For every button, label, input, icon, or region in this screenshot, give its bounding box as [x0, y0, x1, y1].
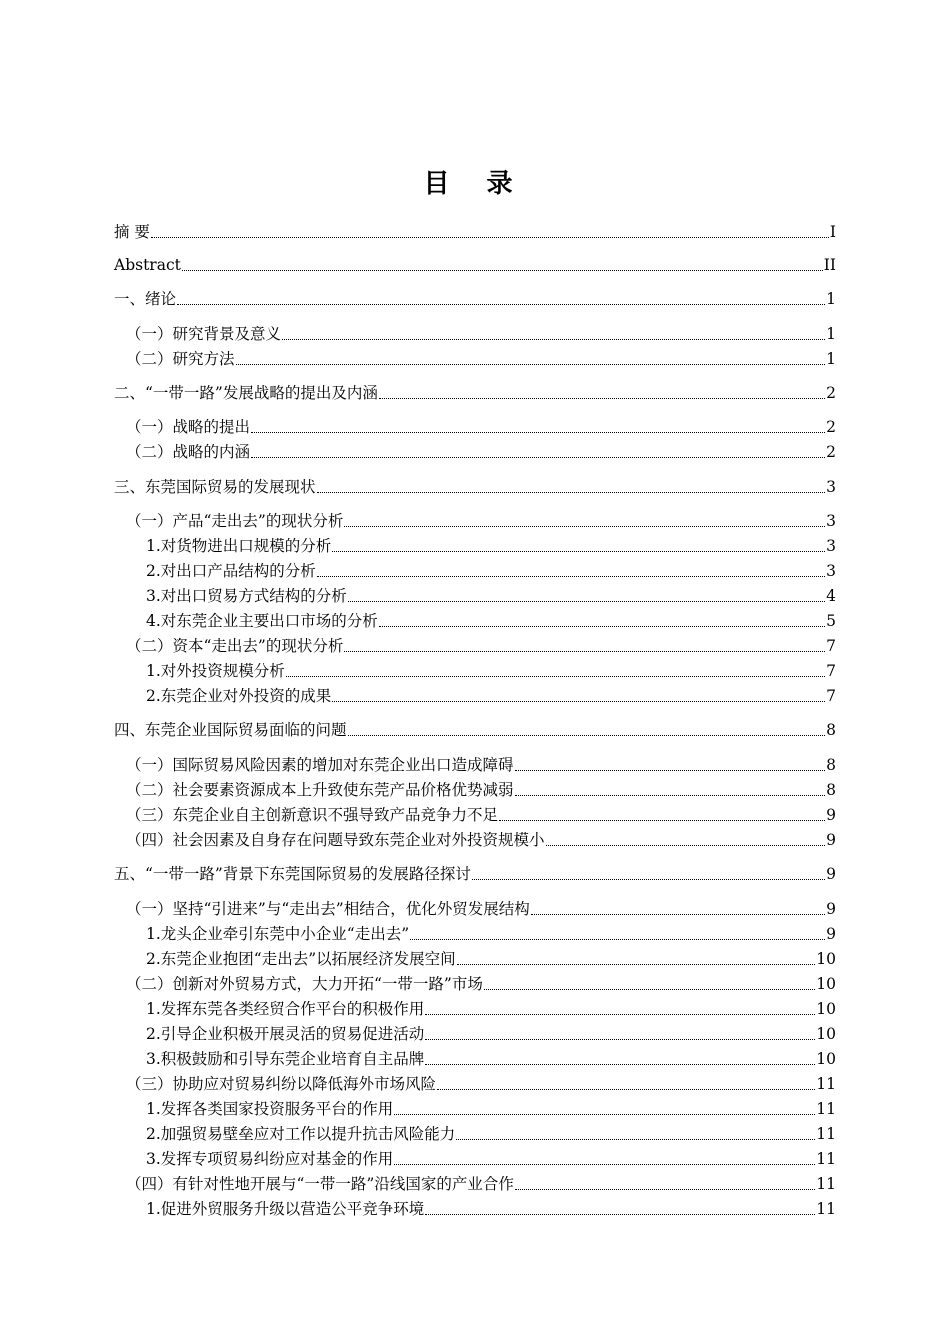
- dot-leader: [151, 237, 829, 238]
- dot-leader: [457, 964, 816, 965]
- dot-leader: [456, 1139, 815, 1140]
- toc-entry-page-number: 3: [826, 512, 836, 530]
- dot-leader: [515, 795, 826, 796]
- dot-leader: [394, 1114, 815, 1115]
- toc-entry[interactable]: [126, 778, 836, 802]
- toc-entry-title: （一）坚持“引进来”与“走出去”相结合，优化外贸发展结构: [126, 900, 530, 918]
- toc-entry[interactable]: [114, 862, 836, 886]
- dot-leader: [348, 735, 826, 736]
- toc-entry-title: （一）国际贸易风险因素的增加对东莞企业出口造成障碍: [126, 756, 514, 774]
- toc-entry-page-number: 7: [826, 637, 836, 655]
- toc-entry-title: Abstract: [114, 256, 181, 274]
- toc-entry-page-number: I: [829, 223, 836, 241]
- toc-entry-title: （四）有针对性地开展与“一带一路”沿线国家的产业合作: [126, 1175, 514, 1193]
- toc-entry-title: （一）产品“走出去”的现状分析: [126, 512, 344, 530]
- toc-entry[interactable]: [146, 1147, 836, 1171]
- toc-entry[interactable]: [114, 220, 836, 244]
- dot-leader: [472, 879, 825, 880]
- toc-entry-page-number: 9: [826, 925, 836, 943]
- toc-entry-title: 2.东莞企业抱团“走出去”以拓展经济发展空间: [146, 950, 456, 968]
- dot-leader: [379, 626, 825, 627]
- dot-leader: [425, 1014, 815, 1015]
- toc-entry-title: 二、“一带一路”发展战略的提出及内涵: [114, 384, 378, 402]
- dot-leader: [182, 270, 823, 271]
- toc-entry-title: 2.对出口产品结构的分析: [146, 562, 316, 580]
- toc-entry-title: 1.发挥东莞各类经贸合作平台的积极作用: [146, 1000, 425, 1018]
- dot-leader: [425, 1039, 815, 1040]
- toc-entry[interactable]: [114, 475, 836, 499]
- toc-entry-title: （三）东莞企业自主创新意识不强导致产品竞争力不足: [126, 806, 499, 824]
- toc-entry-page-number: 10: [816, 975, 836, 993]
- dot-leader: [344, 651, 825, 652]
- toc-entry-page-number: 11: [816, 1075, 836, 1093]
- dot-leader: [425, 1064, 815, 1065]
- toc-entry-title: 2.加强贸易壁垒应对工作以提升抗击风险能力: [146, 1125, 456, 1143]
- toc-entry[interactable]: [126, 440, 836, 464]
- toc-entry-title: 摘 要: [114, 223, 150, 241]
- toc-entry-page-number: 2: [826, 443, 836, 461]
- dot-leader: [317, 576, 825, 577]
- toc-entry[interactable]: [126, 753, 836, 777]
- toc-entry-title: 3.发挥专项贸易纠纷应对基金的作用: [146, 1150, 394, 1168]
- toc-entry-title: 3.积极鼓励和引导东莞企业培育自主品牌: [146, 1050, 425, 1068]
- toc-entry-title: 1.对外投资规模分析: [146, 662, 285, 680]
- dot-leader: [332, 701, 825, 702]
- toc-entry-page-number: 9: [826, 865, 836, 883]
- toc-entry-page-number: 9: [826, 900, 836, 918]
- dot-leader: [317, 492, 826, 493]
- toc-entry[interactable]: [146, 1122, 836, 1146]
- toc-entry[interactable]: [114, 253, 836, 277]
- toc-entry-title: 1.龙头企业牵引东莞中小企业“走出去”: [146, 925, 410, 943]
- toc-entry-title: （二）研究方法: [126, 350, 235, 368]
- dot-leader: [515, 770, 826, 771]
- toc-entry-title: 4.对东莞企业主要出口市场的分析: [146, 612, 378, 630]
- toc-entry[interactable]: [146, 609, 836, 633]
- toc-entry[interactable]: [146, 1097, 836, 1121]
- toc-entry-page-number: 9: [826, 806, 836, 824]
- toc-entry[interactable]: [126, 322, 836, 346]
- dot-leader: [379, 398, 825, 399]
- toc-entry[interactable]: [126, 803, 836, 827]
- toc-entry-page-number: 8: [826, 781, 836, 799]
- dot-leader: [286, 676, 825, 677]
- toc-entry[interactable]: [126, 1172, 836, 1196]
- toc-entry[interactable]: [146, 997, 836, 1021]
- toc-entry[interactable]: [126, 1072, 836, 1096]
- toc-entry-page-number: 1: [826, 325, 836, 343]
- toc-entry-title: 五、“一带一路”背景下东莞国际贸易的发展路径探讨: [114, 865, 471, 883]
- dot-leader: [348, 601, 825, 602]
- toc-entry[interactable]: [146, 584, 836, 608]
- toc-entry-page-number: 5: [826, 612, 836, 630]
- toc-entry[interactable]: [146, 947, 836, 971]
- toc-entry-page-number: 10: [816, 1000, 836, 1018]
- toc-entry-page-number: 4: [826, 587, 836, 605]
- dot-leader: [251, 432, 825, 433]
- toc-entry[interactable]: [146, 1022, 836, 1046]
- dot-leader: [236, 364, 826, 365]
- dot-leader: [546, 845, 826, 846]
- toc-entry-page-number: 3: [826, 537, 836, 555]
- toc-entry[interactable]: [126, 415, 836, 439]
- toc-entry-page-number: 7: [826, 687, 836, 705]
- toc-entry[interactable]: [126, 634, 836, 658]
- toc-entry-page-number: 8: [826, 721, 836, 739]
- dot-leader: [484, 989, 815, 990]
- dot-leader: [251, 457, 825, 458]
- toc-entry-page-number: 11: [816, 1200, 836, 1218]
- dot-leader: [332, 551, 825, 552]
- toc-entry-page-number: 3: [826, 478, 836, 496]
- toc-entry[interactable]: [146, 1047, 836, 1071]
- dot-leader: [344, 526, 825, 527]
- toc-entry-page-number: II: [823, 256, 836, 274]
- toc-entry-page-number: 10: [816, 1025, 836, 1043]
- toc-entry[interactable]: [146, 1197, 836, 1221]
- toc-entry-title: 2.东莞企业对外投资的成果: [146, 687, 332, 705]
- toc-entry[interactable]: [114, 718, 836, 742]
- toc-entry[interactable]: [126, 828, 836, 852]
- toc-entry-title: 1.发挥各类国家投资服务平台的作用: [146, 1100, 394, 1118]
- toc-entry-page-number: 3: [826, 562, 836, 580]
- dot-leader: [394, 1164, 815, 1165]
- dot-leader: [515, 1189, 815, 1190]
- toc-entry-title: （一）战略的提出: [126, 418, 251, 436]
- toc-entry[interactable]: [126, 347, 836, 371]
- toc-entry-title: 1.对货物进出口规模的分析: [146, 537, 332, 555]
- toc-entry[interactable]: [146, 922, 836, 946]
- toc-entry-title: （二）资本“走出去”的现状分析: [126, 637, 344, 655]
- toc-entry-page-number: 10: [816, 950, 836, 968]
- toc-entry-title: 1.促进外贸服务升级以营造公平竞争环境: [146, 1200, 425, 1218]
- toc-entry[interactable]: [126, 972, 836, 996]
- toc-entry-title: 2.引导企业积极开展灵活的贸易促进活动: [146, 1025, 425, 1043]
- toc-entry-title: 一、绪论: [114, 290, 177, 308]
- toc-entry-page-number: 2: [826, 418, 836, 436]
- dot-leader: [437, 1089, 815, 1090]
- toc-entry-page-number: 1: [826, 350, 836, 368]
- toc-entry[interactable]: [114, 287, 836, 311]
- dot-leader: [177, 304, 825, 305]
- toc-entry-title: （一）研究背景及意义: [126, 325, 282, 343]
- toc-entry-page-number: 7: [826, 662, 836, 680]
- dot-leader: [499, 820, 825, 821]
- toc-entry-page-number: 1: [826, 290, 836, 308]
- toc-entry-page-number: 11: [816, 1150, 836, 1168]
- dot-leader: [531, 914, 825, 915]
- toc-entry-title: （三）协助应对贸易纠纷以降低海外市场风险: [126, 1075, 437, 1093]
- toc-entry-title: （四）社会因素及自身存在问题导致东莞企业对外投资规模小: [126, 831, 545, 849]
- dot-leader: [282, 339, 825, 340]
- toc-entry-title: 3.对出口贸易方式结构的分析: [146, 587, 347, 605]
- toc-entry-page-number: 2: [826, 384, 836, 402]
- dot-leader: [410, 939, 825, 940]
- toc-entry-page-number: 11: [816, 1175, 836, 1193]
- toc-entry[interactable]: [126, 897, 836, 921]
- toc-entry[interactable]: [126, 509, 836, 533]
- toc-entry[interactable]: [146, 684, 836, 708]
- toc-entry-title: （二）社会要素资源成本上升致使东莞产品价格优势减弱: [126, 781, 514, 799]
- toc-entry-page-number: 11: [816, 1125, 836, 1143]
- toc-entry-title: 四、东莞企业国际贸易面临的问题: [114, 721, 347, 739]
- toc-entry-page-number: 11: [816, 1100, 836, 1118]
- toc-entry[interactable]: [146, 659, 836, 683]
- toc-entry-page-number: 10: [816, 1050, 836, 1068]
- toc-title: 目 录: [423, 169, 527, 199]
- toc-entry[interactable]: [114, 381, 836, 405]
- toc-entry-title: 三、东莞国际贸易的发展现状: [114, 478, 316, 496]
- toc-entry[interactable]: [146, 534, 836, 558]
- toc-entry-title: （二）战略的内涵: [126, 443, 251, 461]
- toc-entry-page-number: 9: [826, 831, 836, 849]
- toc-entry-title: （二）创新对外贸易方式，大力开拓“一带一路”市场: [126, 975, 483, 993]
- toc-entry[interactable]: [146, 559, 836, 583]
- toc-entry-page-number: 8: [826, 756, 836, 774]
- dot-leader: [425, 1214, 815, 1215]
